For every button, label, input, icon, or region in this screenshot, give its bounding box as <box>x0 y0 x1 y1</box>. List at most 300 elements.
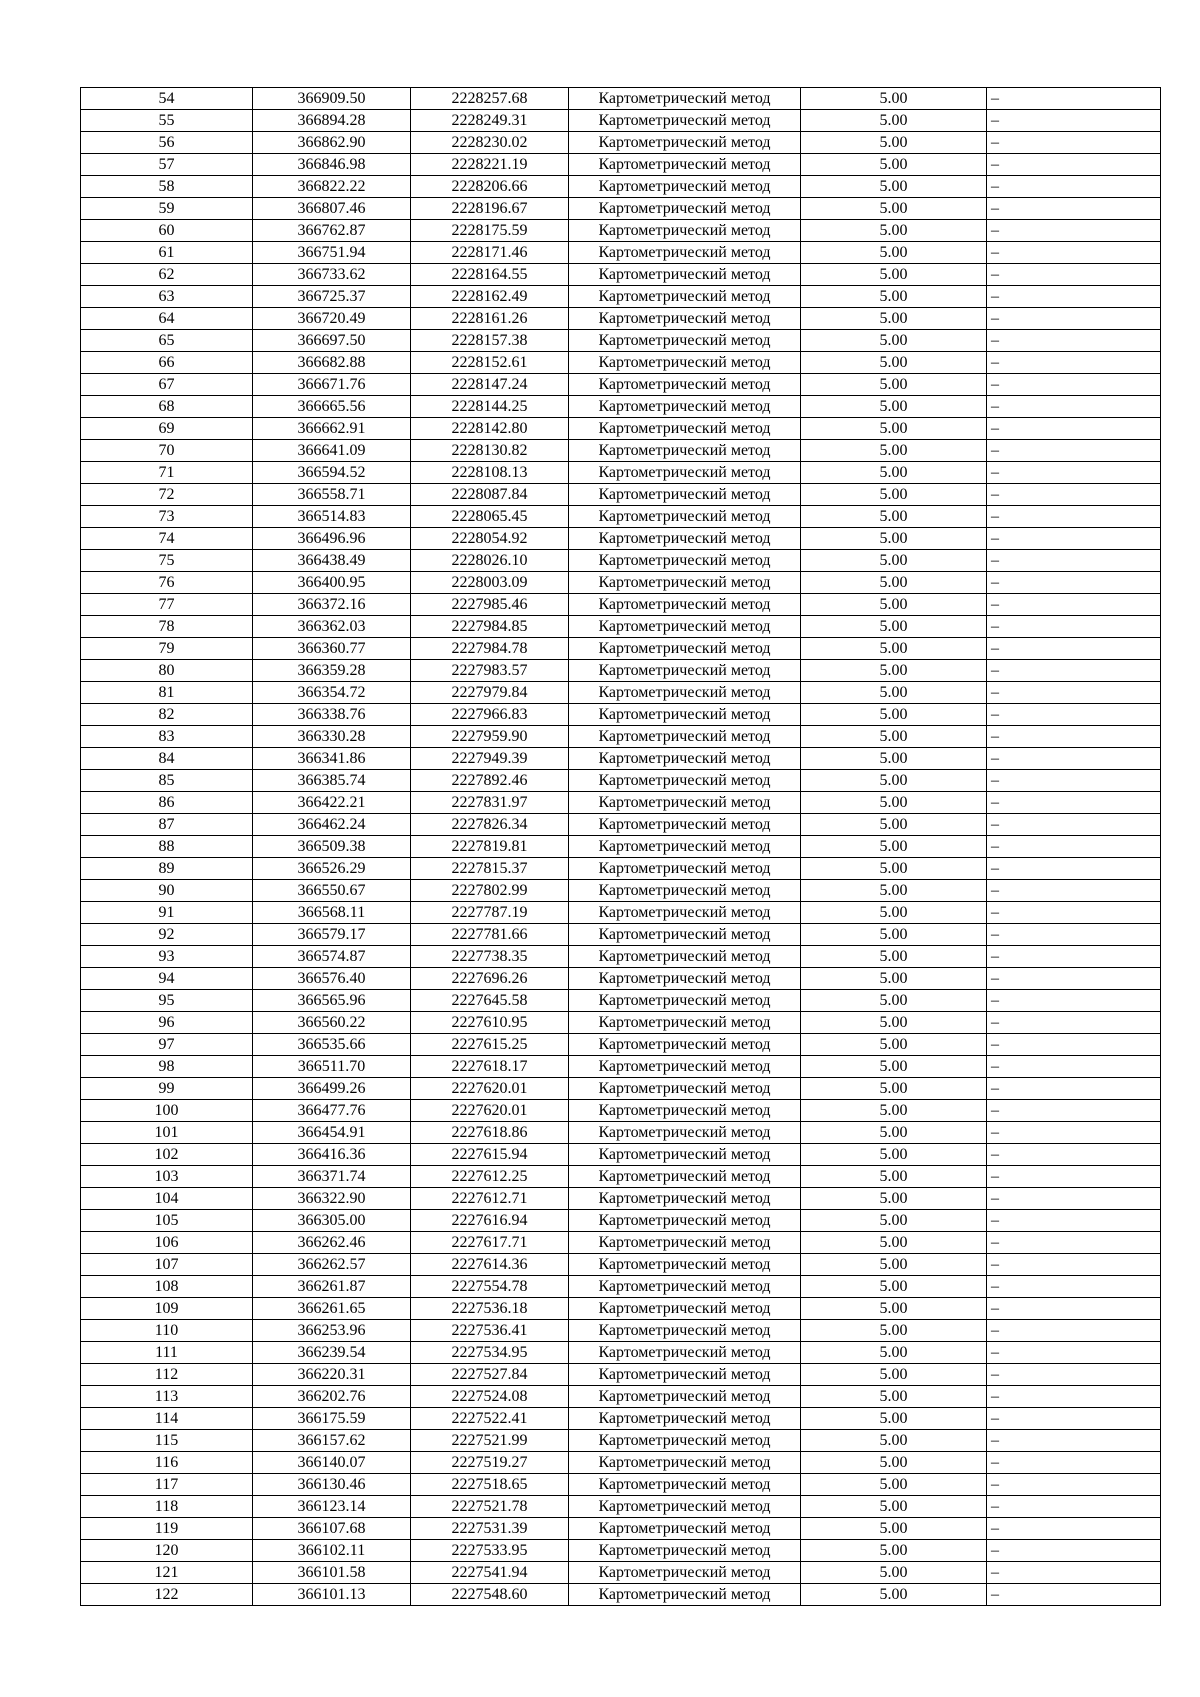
method-cell: Картометрический метод <box>569 1254 801 1276</box>
description-cell: – <box>987 1518 1161 1540</box>
x-coordinate-cell: 366565.96 <box>253 990 411 1012</box>
method-cell: Картометрический метод <box>569 286 801 308</box>
x-coordinate-cell: 366422.21 <box>253 792 411 814</box>
point-number-cell: 65 <box>81 330 253 352</box>
description-cell: – <box>987 198 1161 220</box>
description-cell: – <box>987 1012 1161 1034</box>
y-coordinate-cell: 2228171.46 <box>411 242 569 264</box>
point-number-cell: 79 <box>81 638 253 660</box>
x-coordinate-cell: 366253.96 <box>253 1320 411 1342</box>
y-coordinate-cell: 2228108.13 <box>411 462 569 484</box>
method-cell: Картометрический метод <box>569 1100 801 1122</box>
accuracy-cell: 5.00 <box>801 726 987 748</box>
description-cell: – <box>987 572 1161 594</box>
accuracy-cell: 5.00 <box>801 1078 987 1100</box>
description-cell: – <box>987 726 1161 748</box>
table-row <box>81 88 1161 110</box>
accuracy-cell: 5.00 <box>801 396 987 418</box>
x-coordinate-cell: 366671.76 <box>253 374 411 396</box>
x-coordinate-cell: 366262.46 <box>253 1232 411 1254</box>
x-coordinate-cell: 366360.77 <box>253 638 411 660</box>
y-coordinate-cell: 2227618.17 <box>411 1056 569 1078</box>
x-coordinate-cell: 366462.24 <box>253 814 411 836</box>
table-row <box>81 1078 1161 1100</box>
description-cell: – <box>987 638 1161 660</box>
x-coordinate-cell: 366594.52 <box>253 462 411 484</box>
table-row <box>81 264 1161 286</box>
accuracy-cell: 5.00 <box>801 1298 987 1320</box>
y-coordinate-cell: 2228003.09 <box>411 572 569 594</box>
description-cell: – <box>987 880 1161 902</box>
method-cell: Картометрический метод <box>569 88 801 110</box>
x-coordinate-cell: 366725.37 <box>253 286 411 308</box>
x-coordinate-cell: 366416.36 <box>253 1144 411 1166</box>
description-cell: – <box>987 462 1161 484</box>
point-number-cell: 54 <box>81 88 253 110</box>
description-cell: – <box>987 1584 1161 1606</box>
method-cell: Картометрический метод <box>569 836 801 858</box>
table-row <box>81 836 1161 858</box>
table-row <box>81 550 1161 572</box>
y-coordinate-cell: 2227620.01 <box>411 1078 569 1100</box>
point-number-cell: 116 <box>81 1452 253 1474</box>
method-cell: Картометрический метод <box>569 1342 801 1364</box>
point-number-cell: 115 <box>81 1430 253 1452</box>
description-cell: – <box>987 748 1161 770</box>
y-coordinate-cell: 2228221.19 <box>411 154 569 176</box>
accuracy-cell: 5.00 <box>801 1584 987 1606</box>
x-coordinate-cell: 366140.07 <box>253 1452 411 1474</box>
method-cell: Картометрический метод <box>569 1210 801 1232</box>
point-number-cell: 113 <box>81 1386 253 1408</box>
y-coordinate-cell: 2228142.80 <box>411 418 569 440</box>
x-coordinate-cell: 366526.29 <box>253 858 411 880</box>
point-number-cell: 59 <box>81 198 253 220</box>
description-cell: – <box>987 374 1161 396</box>
y-coordinate-cell: 2227541.94 <box>411 1562 569 1584</box>
description-cell: – <box>987 616 1161 638</box>
x-coordinate-cell: 366354.72 <box>253 682 411 704</box>
y-coordinate-cell: 2228175.59 <box>411 220 569 242</box>
x-coordinate-cell: 366130.46 <box>253 1474 411 1496</box>
accuracy-cell: 5.00 <box>801 682 987 704</box>
accuracy-cell: 5.00 <box>801 1474 987 1496</box>
accuracy-cell: 5.00 <box>801 1232 987 1254</box>
table-row <box>81 396 1161 418</box>
accuracy-cell: 5.00 <box>801 88 987 110</box>
x-coordinate-cell: 366662.91 <box>253 418 411 440</box>
y-coordinate-cell: 2227984.78 <box>411 638 569 660</box>
table-row <box>81 1320 1161 1342</box>
table-row <box>81 616 1161 638</box>
x-coordinate-cell: 366574.87 <box>253 946 411 968</box>
table-row <box>81 1430 1161 1452</box>
method-cell: Картометрический метод <box>569 1430 801 1452</box>
description-cell: – <box>987 330 1161 352</box>
table-row <box>81 220 1161 242</box>
accuracy-cell: 5.00 <box>801 264 987 286</box>
accuracy-cell: 5.00 <box>801 660 987 682</box>
y-coordinate-cell: 2227610.95 <box>411 1012 569 1034</box>
description-cell: – <box>987 1496 1161 1518</box>
table-row <box>81 1100 1161 1122</box>
method-cell: Картометрический метод <box>569 616 801 638</box>
table-row <box>81 682 1161 704</box>
x-coordinate-cell: 366511.70 <box>253 1056 411 1078</box>
description-cell: – <box>987 88 1161 110</box>
y-coordinate-cell: 2227738.35 <box>411 946 569 968</box>
x-coordinate-cell: 366558.71 <box>253 484 411 506</box>
table-row <box>81 154 1161 176</box>
accuracy-cell: 5.00 <box>801 154 987 176</box>
point-number-cell: 93 <box>81 946 253 968</box>
point-number-cell: 102 <box>81 1144 253 1166</box>
method-cell: Картометрический метод <box>569 946 801 968</box>
description-cell: – <box>987 1166 1161 1188</box>
accuracy-cell: 5.00 <box>801 1386 987 1408</box>
point-number-cell: 89 <box>81 858 253 880</box>
method-cell: Картометрический метод <box>569 1540 801 1562</box>
y-coordinate-cell: 2227521.78 <box>411 1496 569 1518</box>
method-cell: Картометрический метод <box>569 1078 801 1100</box>
method-cell: Картометрический метод <box>569 770 801 792</box>
description-cell: – <box>987 154 1161 176</box>
x-coordinate-cell: 366822.22 <box>253 176 411 198</box>
accuracy-cell: 5.00 <box>801 1320 987 1342</box>
table-row <box>81 1188 1161 1210</box>
x-coordinate-cell: 366371.74 <box>253 1166 411 1188</box>
description-cell: – <box>987 770 1161 792</box>
y-coordinate-cell: 2227979.84 <box>411 682 569 704</box>
table-row <box>81 330 1161 352</box>
x-coordinate-cell: 366362.03 <box>253 616 411 638</box>
table-row <box>81 1518 1161 1540</box>
description-cell: – <box>987 1452 1161 1474</box>
point-number-cell: 73 <box>81 506 253 528</box>
table-row <box>81 814 1161 836</box>
y-coordinate-cell: 2228196.67 <box>411 198 569 220</box>
x-coordinate-cell: 366909.50 <box>253 88 411 110</box>
description-cell: – <box>987 528 1161 550</box>
y-coordinate-cell: 2227787.19 <box>411 902 569 924</box>
point-number-cell: 78 <box>81 616 253 638</box>
method-cell: Картометрический метод <box>569 1408 801 1430</box>
table-row <box>81 1474 1161 1496</box>
x-coordinate-cell: 366665.56 <box>253 396 411 418</box>
point-number-cell: 68 <box>81 396 253 418</box>
table-row <box>81 1012 1161 1034</box>
point-number-cell: 63 <box>81 286 253 308</box>
description-cell: – <box>987 1232 1161 1254</box>
y-coordinate-cell: 2227533.95 <box>411 1540 569 1562</box>
method-cell: Картометрический метод <box>569 594 801 616</box>
table-row <box>81 792 1161 814</box>
y-coordinate-cell: 2228065.45 <box>411 506 569 528</box>
method-cell: Картометрический метод <box>569 198 801 220</box>
table-row <box>81 440 1161 462</box>
table-row <box>81 352 1161 374</box>
table-row <box>81 1276 1161 1298</box>
point-number-cell: 57 <box>81 154 253 176</box>
accuracy-cell: 5.00 <box>801 1122 987 1144</box>
method-cell: Картометрический метод <box>569 418 801 440</box>
table-row <box>81 924 1161 946</box>
description-cell: – <box>987 792 1161 814</box>
method-cell: Картометрический метод <box>569 748 801 770</box>
y-coordinate-cell: 2227521.99 <box>411 1430 569 1452</box>
x-coordinate-cell: 366262.57 <box>253 1254 411 1276</box>
y-coordinate-cell: 2227548.60 <box>411 1584 569 1606</box>
y-coordinate-cell: 2227531.39 <box>411 1518 569 1540</box>
accuracy-cell: 5.00 <box>801 1540 987 1562</box>
table-row <box>81 1386 1161 1408</box>
method-cell: Картометрический метод <box>569 374 801 396</box>
description-cell: – <box>987 1078 1161 1100</box>
y-coordinate-cell: 2227949.39 <box>411 748 569 770</box>
accuracy-cell: 5.00 <box>801 418 987 440</box>
method-cell: Картометрический метод <box>569 1496 801 1518</box>
x-coordinate-cell: 366514.83 <box>253 506 411 528</box>
point-number-cell: 108 <box>81 1276 253 1298</box>
x-coordinate-cell: 366157.62 <box>253 1430 411 1452</box>
description-cell: – <box>987 1430 1161 1452</box>
method-cell: Картометрический метод <box>569 1012 801 1034</box>
point-number-cell: 122 <box>81 1584 253 1606</box>
method-cell: Картометрический метод <box>569 1122 801 1144</box>
method-cell: Картометрический метод <box>569 330 801 352</box>
description-cell: – <box>987 1342 1161 1364</box>
y-coordinate-cell: 2228257.68 <box>411 88 569 110</box>
description-cell: – <box>987 132 1161 154</box>
method-cell: Картометрический метод <box>569 396 801 418</box>
point-number-cell: 67 <box>81 374 253 396</box>
x-coordinate-cell: 366509.38 <box>253 836 411 858</box>
table-row <box>81 1496 1161 1518</box>
description-cell: – <box>987 176 1161 198</box>
table-row <box>81 572 1161 594</box>
y-coordinate-cell: 2227518.65 <box>411 1474 569 1496</box>
method-cell: Картометрический метод <box>569 704 801 726</box>
point-number-cell: 71 <box>81 462 253 484</box>
accuracy-cell: 5.00 <box>801 1012 987 1034</box>
description-cell: – <box>987 396 1161 418</box>
point-number-cell: 56 <box>81 132 253 154</box>
point-number-cell: 58 <box>81 176 253 198</box>
coordinates-table-body <box>81 88 1161 1606</box>
description-cell: – <box>987 1562 1161 1584</box>
method-cell: Картометрический метод <box>569 264 801 286</box>
method-cell: Картометрический метод <box>569 1562 801 1584</box>
accuracy-cell: 5.00 <box>801 1276 987 1298</box>
x-coordinate-cell: 366372.16 <box>253 594 411 616</box>
method-cell: Картометрический метод <box>569 506 801 528</box>
table-row <box>81 110 1161 132</box>
accuracy-cell: 5.00 <box>801 132 987 154</box>
table-row <box>81 594 1161 616</box>
description-cell: – <box>987 1122 1161 1144</box>
point-number-cell: 118 <box>81 1496 253 1518</box>
y-coordinate-cell: 2227522.41 <box>411 1408 569 1430</box>
description-cell: – <box>987 902 1161 924</box>
point-number-cell: 90 <box>81 880 253 902</box>
y-coordinate-cell: 2227534.95 <box>411 1342 569 1364</box>
method-cell: Картометрический метод <box>569 1188 801 1210</box>
x-coordinate-cell: 366202.76 <box>253 1386 411 1408</box>
x-coordinate-cell: 366641.09 <box>253 440 411 462</box>
y-coordinate-cell: 2228164.55 <box>411 264 569 286</box>
x-coordinate-cell: 366101.13 <box>253 1584 411 1606</box>
accuracy-cell: 5.00 <box>801 1210 987 1232</box>
accuracy-cell: 5.00 <box>801 1034 987 1056</box>
x-coordinate-cell: 366454.91 <box>253 1122 411 1144</box>
description-cell: – <box>987 1056 1161 1078</box>
table-row <box>81 1122 1161 1144</box>
table-row <box>81 880 1161 902</box>
description-cell: – <box>987 484 1161 506</box>
table-row <box>81 1364 1161 1386</box>
method-cell: Картометрический метод <box>569 110 801 132</box>
point-number-cell: 70 <box>81 440 253 462</box>
method-cell: Картометрический метод <box>569 242 801 264</box>
table-row <box>81 1210 1161 1232</box>
y-coordinate-cell: 2227617.71 <box>411 1232 569 1254</box>
accuracy-cell: 5.00 <box>801 1496 987 1518</box>
table-row <box>81 308 1161 330</box>
point-number-cell: 91 <box>81 902 253 924</box>
x-coordinate-cell: 366261.65 <box>253 1298 411 1320</box>
accuracy-cell: 5.00 <box>801 1188 987 1210</box>
accuracy-cell: 5.00 <box>801 1408 987 1430</box>
description-cell: – <box>987 594 1161 616</box>
table-row <box>81 638 1161 660</box>
x-coordinate-cell: 366477.76 <box>253 1100 411 1122</box>
y-coordinate-cell: 2227615.25 <box>411 1034 569 1056</box>
method-cell: Картометрический метод <box>569 968 801 990</box>
point-number-cell: 119 <box>81 1518 253 1540</box>
point-number-cell: 74 <box>81 528 253 550</box>
accuracy-cell: 5.00 <box>801 1518 987 1540</box>
accuracy-cell: 5.00 <box>801 1056 987 1078</box>
method-cell: Картометрический метод <box>569 132 801 154</box>
point-number-cell: 66 <box>81 352 253 374</box>
accuracy-cell: 5.00 <box>801 352 987 374</box>
point-number-cell: 107 <box>81 1254 253 1276</box>
y-coordinate-cell: 2228087.84 <box>411 484 569 506</box>
description-cell: – <box>987 1100 1161 1122</box>
method-cell: Картометрический метод <box>569 220 801 242</box>
table-row <box>81 1562 1161 1584</box>
y-coordinate-cell: 2228054.92 <box>411 528 569 550</box>
method-cell: Картометрический метод <box>569 528 801 550</box>
accuracy-cell: 5.00 <box>801 968 987 990</box>
point-number-cell: 111 <box>81 1342 253 1364</box>
y-coordinate-cell: 2228230.02 <box>411 132 569 154</box>
table-row <box>81 132 1161 154</box>
x-coordinate-cell: 366330.28 <box>253 726 411 748</box>
table-row <box>81 902 1161 924</box>
accuracy-cell: 5.00 <box>801 176 987 198</box>
description-cell: – <box>987 968 1161 990</box>
description-cell: – <box>987 1364 1161 1386</box>
method-cell: Картометрический метод <box>569 814 801 836</box>
x-coordinate-cell: 366535.66 <box>253 1034 411 1056</box>
y-coordinate-cell: 2227615.94 <box>411 1144 569 1166</box>
point-number-cell: 62 <box>81 264 253 286</box>
point-number-cell: 92 <box>81 924 253 946</box>
y-coordinate-cell: 2227892.46 <box>411 770 569 792</box>
point-number-cell: 95 <box>81 990 253 1012</box>
y-coordinate-cell: 2228144.25 <box>411 396 569 418</box>
accuracy-cell: 5.00 <box>801 836 987 858</box>
point-number-cell: 112 <box>81 1364 253 1386</box>
accuracy-cell: 5.00 <box>801 638 987 660</box>
x-coordinate-cell: 366550.67 <box>253 880 411 902</box>
description-cell: – <box>987 1320 1161 1342</box>
table-row <box>81 1232 1161 1254</box>
y-coordinate-cell: 2227618.86 <box>411 1122 569 1144</box>
table-row <box>81 1144 1161 1166</box>
description-cell: – <box>987 352 1161 374</box>
description-cell: – <box>987 1210 1161 1232</box>
y-coordinate-cell: 2227696.26 <box>411 968 569 990</box>
point-number-cell: 61 <box>81 242 253 264</box>
description-cell: – <box>987 1540 1161 1562</box>
y-coordinate-cell: 2228162.49 <box>411 286 569 308</box>
point-number-cell: 88 <box>81 836 253 858</box>
method-cell: Картометрический метод <box>569 462 801 484</box>
table-row <box>81 660 1161 682</box>
x-coordinate-cell: 366102.11 <box>253 1540 411 1562</box>
accuracy-cell: 5.00 <box>801 770 987 792</box>
point-number-cell: 86 <box>81 792 253 814</box>
description-cell: – <box>987 550 1161 572</box>
table-row <box>81 858 1161 880</box>
x-coordinate-cell: 366894.28 <box>253 110 411 132</box>
description-cell: – <box>987 990 1161 1012</box>
table-row <box>81 704 1161 726</box>
point-number-cell: 110 <box>81 1320 253 1342</box>
description-cell: – <box>987 814 1161 836</box>
point-number-cell: 114 <box>81 1408 253 1430</box>
accuracy-cell: 5.00 <box>801 374 987 396</box>
accuracy-cell: 5.00 <box>801 616 987 638</box>
point-number-cell: 120 <box>81 1540 253 1562</box>
table-row <box>81 198 1161 220</box>
accuracy-cell: 5.00 <box>801 550 987 572</box>
y-coordinate-cell: 2227831.97 <box>411 792 569 814</box>
accuracy-cell: 5.00 <box>801 440 987 462</box>
x-coordinate-cell: 366862.90 <box>253 132 411 154</box>
method-cell: Картометрический метод <box>569 484 801 506</box>
method-cell: Картометрический метод <box>569 1034 801 1056</box>
accuracy-cell: 5.00 <box>801 330 987 352</box>
point-number-cell: 97 <box>81 1034 253 1056</box>
method-cell: Картометрический метод <box>569 308 801 330</box>
y-coordinate-cell: 2227966.83 <box>411 704 569 726</box>
point-number-cell: 101 <box>81 1122 253 1144</box>
y-coordinate-cell: 2227826.34 <box>411 814 569 836</box>
point-number-cell: 81 <box>81 682 253 704</box>
point-number-cell: 85 <box>81 770 253 792</box>
x-coordinate-cell: 366101.58 <box>253 1562 411 1584</box>
description-cell: – <box>987 1188 1161 1210</box>
method-cell: Картометрический метод <box>569 1276 801 1298</box>
accuracy-cell: 5.00 <box>801 242 987 264</box>
method-cell: Картометрический метод <box>569 1364 801 1386</box>
table-row <box>81 726 1161 748</box>
x-coordinate-cell: 366400.95 <box>253 572 411 594</box>
accuracy-cell: 5.00 <box>801 792 987 814</box>
